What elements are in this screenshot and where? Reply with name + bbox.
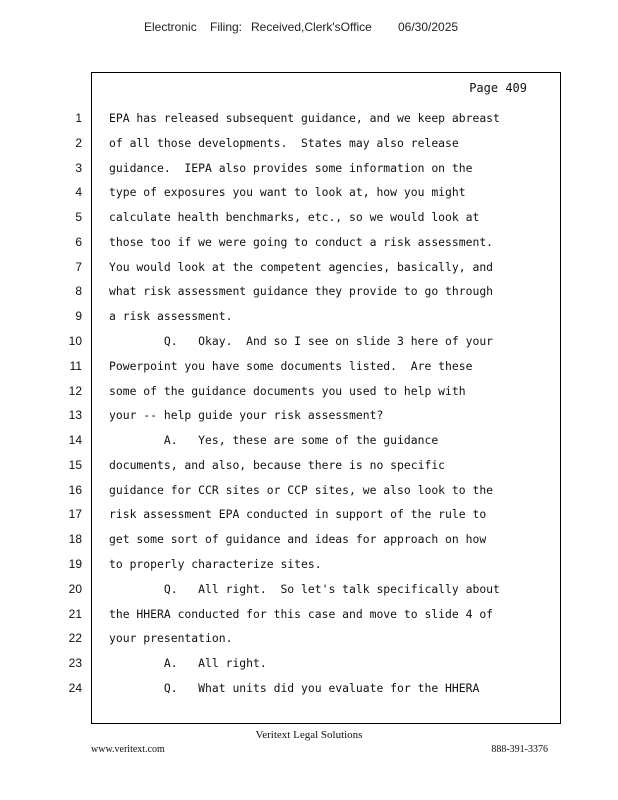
line-number: 12 <box>68 384 82 398</box>
transcript-line: EPA has released subsequent guidance, and we keep abreast <box>109 111 500 125</box>
line-number: 3 <box>75 161 82 175</box>
line-number: 1 <box>75 111 82 125</box>
transcript-line: a risk assessment. <box>109 309 233 323</box>
line-number: 19 <box>68 557 82 571</box>
line-number: 5 <box>75 210 82 224</box>
transcript-line: the HHERA conducted for this case and move to slide 4 of <box>109 607 494 621</box>
line-number: 2 <box>75 136 82 150</box>
line-number: 17 <box>68 507 82 521</box>
filing-header <box>0 20 618 38</box>
transcript-line: your presentation. <box>109 631 233 645</box>
transcript-line: Q. Okay. And so I see on slide 3 here of your <box>109 334 494 348</box>
line-number: 20 <box>68 582 82 596</box>
line-number: 15 <box>68 458 82 472</box>
transcript-line: guidance. IEPA also provides some information on the <box>109 161 473 175</box>
footer-company: Veritext Legal Solutions <box>255 729 363 741</box>
transcript-line: of all those developments. States may also release <box>109 136 459 150</box>
line-number: 9 <box>75 309 82 323</box>
transcript-line: You would look at the competent agencies, basically, and <box>109 260 494 274</box>
line-number: 16 <box>68 483 82 497</box>
header-filing: Filing: <box>210 20 243 34</box>
footer-website: www.veritext.com <box>91 744 165 755</box>
transcript-line: Q. What units did you evaluate for the HHERA <box>109 681 480 695</box>
transcript-line: guidance for CCR sites or CCP sites, we also look to the <box>109 483 494 497</box>
transcript-line: some of the guidance documents you used to help with <box>109 384 466 398</box>
page-number: Page 409 <box>469 81 527 95</box>
transcript-line: your -- help guide your risk assessment? <box>109 408 384 422</box>
footer-phone: 888-391-3376 <box>491 744 548 755</box>
transcript-line: Powerpoint you have some documents listed. Are these <box>109 359 473 373</box>
transcript-line: what risk assessment guidance they provide to go through <box>109 284 494 298</box>
header-received: Received,Clerk'sOffice <box>251 20 372 34</box>
line-number: 8 <box>75 284 82 298</box>
header-electronic: Electronic <box>144 20 197 34</box>
line-number: 24 <box>68 681 82 695</box>
line-number: 14 <box>68 433 82 447</box>
line-number: 4 <box>75 185 82 199</box>
transcript-line: Q. All right. So let's talk specifically about <box>109 582 500 596</box>
line-number: 7 <box>75 260 82 274</box>
line-number: 23 <box>68 656 82 670</box>
line-number: 18 <box>68 532 82 546</box>
header-date: 06/30/2025 <box>398 20 459 34</box>
transcript-line: A. Yes, these are some of the guidance <box>109 433 439 447</box>
transcript-line: get some sort of guidance and ideas for approach on how <box>109 532 487 546</box>
transcript-line: to properly characterize sites. <box>109 557 322 571</box>
line-number: 11 <box>69 359 82 373</box>
transcript-line: documents, and also, because there is no specific <box>109 458 446 472</box>
line-number: 10 <box>68 334 82 348</box>
transcript-line: A. All right. <box>109 656 267 670</box>
line-number: 6 <box>75 235 82 249</box>
transcript-line: type of exposures you want to look at, how you might <box>109 185 466 199</box>
transcript-line: those too if we were going to conduct a risk assessment. <box>109 235 494 249</box>
line-number: 21 <box>68 607 82 621</box>
line-number: 13 <box>68 408 82 422</box>
transcript-line: risk assessment EPA conducted in support of the rule to <box>109 507 487 521</box>
transcript-line: calculate health benchmarks, etc., so we would look at <box>109 210 480 224</box>
line-number: 22 <box>68 631 82 645</box>
